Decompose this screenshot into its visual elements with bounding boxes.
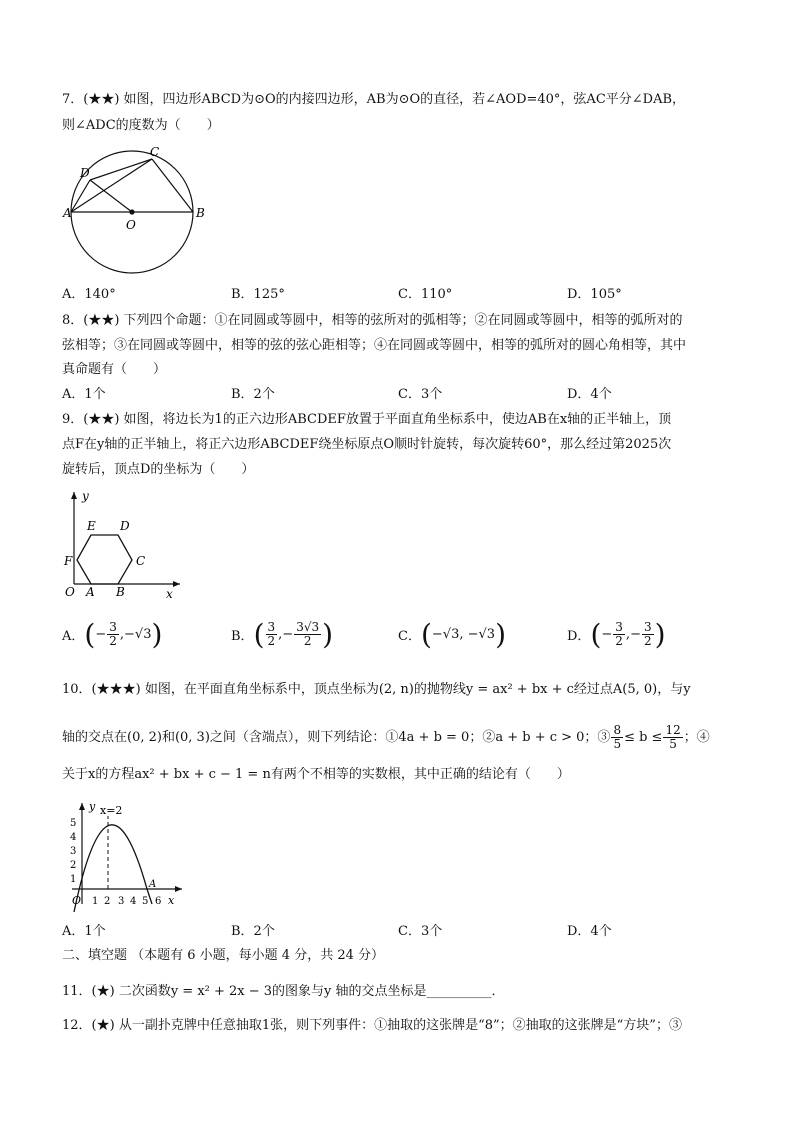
xtick-2: 2 — [104, 896, 111, 907]
denominator: 5 — [613, 737, 622, 751]
sign: − — [601, 627, 613, 642]
xtick-3: 3 — [118, 896, 125, 907]
sign: − — [282, 627, 294, 642]
q8-option-a: A．1个 — [62, 387, 106, 402]
q7-option-b: B．125° — [231, 287, 285, 302]
section2-title: 二、填空题 （本题有 6 小题，每小题 4 分，共 24 分） — [62, 948, 385, 963]
denominator: 5 — [669, 737, 677, 751]
label-a: A — [63, 206, 72, 220]
y-axis-arrow — [71, 492, 77, 499]
q8-option-b: B．2个 — [231, 387, 275, 402]
ytick-2: 2 — [70, 860, 77, 871]
paren-open: ( — [420, 618, 432, 651]
q9-option-c — [398, 618, 506, 651]
q7-circle-figure — [62, 145, 212, 275]
comma: , — [625, 627, 631, 642]
side-dc — [90, 159, 152, 180]
label-d: D — [120, 519, 130, 533]
q8-stem-line3: 真命题有（ ） — [62, 362, 167, 377]
paren-open: ( — [590, 618, 602, 651]
label-o: O — [72, 894, 82, 907]
q11-stem: 11．(★) 二次函数y = x² + 2x − 3的图象与y 轴的交点坐标是__________． — [62, 984, 505, 999]
label-c: C — [150, 145, 160, 159]
q9-option-b — [231, 618, 333, 651]
numerator: 3 — [109, 620, 117, 634]
option-letter: B． — [231, 629, 254, 644]
comma: , — [278, 627, 283, 642]
label-o: O — [65, 585, 75, 599]
q7-option-a: A．140° — [62, 287, 116, 302]
ytick-3: 3 — [70, 846, 77, 857]
numerator: 12 — [665, 723, 681, 737]
label-a: A — [149, 879, 157, 890]
q9-stem-line2: 点F在y轴的正半轴上，将正六边形ABCDEF绕坐标原点O顺时针旋转，每次旋转60°，那么经过第2025次 — [62, 437, 672, 452]
label-c: C — [136, 554, 146, 568]
label-x: x — [166, 587, 173, 601]
denominator: 2 — [643, 634, 652, 648]
denominator: 2 — [303, 634, 312, 648]
label-b: B — [116, 585, 125, 599]
xtick-1: 1 — [92, 896, 99, 907]
q8-option-d: D．4个 — [567, 387, 612, 402]
paren-close: ) — [151, 618, 163, 651]
x-axis-arrow — [173, 581, 180, 587]
ytick-4: 4 — [70, 832, 77, 843]
numerator: 3 — [643, 620, 652, 634]
fraction — [107, 621, 119, 648]
option-letter: C． — [398, 629, 421, 644]
denominator: 2 — [615, 634, 623, 648]
q7-option-d: D．105° — [567, 287, 622, 302]
paren-open: ( — [84, 618, 96, 651]
denominator: 2 — [267, 634, 276, 648]
label-x: x — [168, 894, 175, 907]
q10-option-a: A．1个 — [62, 924, 106, 939]
ytick-5: 5 — [70, 818, 77, 829]
y-value: −√3 — [124, 627, 152, 642]
label-e: E — [87, 519, 96, 533]
fraction — [611, 724, 623, 751]
label-x2: x=2 — [100, 804, 123, 817]
q10-parabola-figure — [62, 800, 192, 912]
q10-stem-line2 — [62, 724, 710, 751]
q10-line2-tail: ；④ — [683, 729, 710, 745]
numerator: 8 — [613, 723, 622, 737]
label-a: A — [86, 585, 95, 599]
numerator: 3 — [267, 620, 276, 634]
center-dot — [129, 209, 134, 214]
q9-stem-line1: 9．(★★) 如图，将边长为1的正六边形ABCDEF放置于平面直角坐标系中，使边AB在x轴的正半轴上，顶 — [62, 412, 672, 427]
xtick-6: 6 — [155, 896, 162, 907]
label-y: y — [89, 800, 96, 813]
label-f: F — [64, 554, 73, 568]
x-axis-arrow — [175, 886, 182, 892]
fraction — [294, 621, 321, 648]
coordinates: −√3, −√3 — [431, 627, 496, 642]
option-letter: D． — [567, 629, 591, 644]
hexagon-abcdef — [77, 535, 132, 584]
q8-stem-line1: 8．(★★) 下列四个命题：①在同圆或等圆中，相等的弦所对的弧相等；②在同圆或等圆中，相等的弧所对的 — [62, 313, 683, 328]
q9-option-d — [567, 618, 666, 651]
label-d: D — [80, 166, 90, 180]
y-axis-arrow — [79, 803, 85, 810]
q10-stem-line3: 关于x的方程ax² + bx + c − 1 = n有两个不相等的实数根，其中正确的结论有（ ） — [62, 767, 570, 782]
fraction — [663, 724, 682, 751]
comma: , — [119, 627, 125, 642]
numerator: 3√3 — [296, 620, 320, 634]
sign: − — [95, 627, 107, 642]
side-ad — [71, 180, 90, 212]
sign: − — [630, 627, 641, 642]
ytick-1: 1 — [70, 874, 77, 885]
paren-close: ) — [654, 618, 666, 651]
q10-option-d: D．4个 — [567, 924, 612, 939]
q10-stem-line1: 10．(★★★) 如图，在平面直角坐标系中，顶点坐标为(2, n)的抛物线y = ax² + bx + c经过点A(5, 0)，与y — [62, 682, 691, 697]
q9-stem-line3: 旋转后，顶点D的坐标为（ ） — [62, 462, 255, 477]
q8-option-c: C．3个 — [398, 387, 443, 402]
paren-open: ( — [253, 618, 265, 651]
label-o: O — [126, 218, 136, 232]
q7-stem-line1: 7．(★★) 如图，四边形ABCD为⊙O的内接四边形，AB为⊙O的直径，若∠AOD=40°，弦AC平分∠DAB， — [62, 92, 686, 107]
xtick-5: 5 — [142, 896, 149, 907]
label-y: y — [82, 489, 89, 503]
q10-line2-text: 轴的交点在(0, 2)和(0, 3)之间（含端点），则下列结论：①4a + b = 0；②a + b + c > 0；③ — [62, 729, 611, 745]
label-b: B — [196, 206, 205, 220]
paren-close: ) — [495, 618, 506, 651]
fraction — [266, 621, 278, 648]
q8-stem-line2: 弦相等；③在同圆或等圆中，相等的弦的弦心距相等；④在同圆或等圆中，相等的弧所对的圆心角相等，其中 — [62, 338, 687, 353]
q12-stem: 12．(★) 从一副扑克牌中任意抽取1张，则下列事件：①抽取的这张牌是“8”；②抽取的这张牌是“方块”；③ — [62, 1018, 682, 1033]
q10-option-b: B．2个 — [231, 924, 275, 939]
parabola-curve — [74, 825, 152, 912]
q9-hexagon-figure — [62, 488, 192, 603]
fraction — [642, 621, 654, 648]
denominator: 2 — [109, 634, 117, 648]
xtick-4: 4 — [130, 896, 137, 907]
numerator: 3 — [615, 620, 623, 634]
q10-option-c: C．3个 — [398, 924, 443, 939]
option-letter: A． — [62, 629, 85, 644]
paren-close: ) — [322, 618, 334, 651]
q7-stem-line2: 则∠ADC的度数为（ ） — [62, 118, 220, 133]
q7-option-c: C．110° — [398, 287, 453, 302]
fraction — [613, 621, 625, 648]
inequality: ≤ b ≤ — [624, 729, 663, 745]
q9-option-a — [62, 618, 162, 651]
